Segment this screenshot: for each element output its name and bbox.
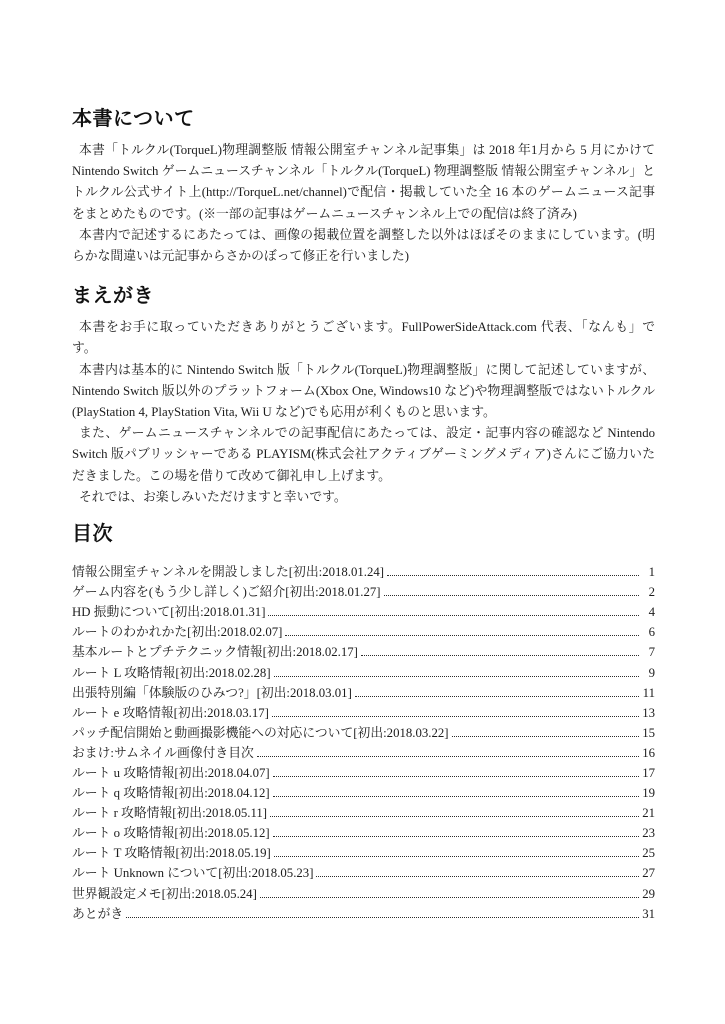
toc-entry xyxy=(72,783,655,803)
dot-leader xyxy=(452,736,639,737)
toc-entry xyxy=(72,904,655,924)
section-title-about: 本書について xyxy=(72,108,195,130)
toc-entry-page: 9 xyxy=(648,665,655,680)
toc-entry-label: ルート e 攻略情報[初出:2018.03.17] xyxy=(72,705,269,720)
toc-entry xyxy=(72,863,655,883)
toc-entry-page: 11 xyxy=(642,685,655,700)
toc-entry-label: ルート T 攻略情報[初出:2018.05.19] xyxy=(72,846,271,861)
paragraph: 本書内は基本的に Nintendo Switch 版「トルクル(TorqueL)物理調整版」に関して記述していますが、Nintendo Switch 版以外のプラットフォーム(Xbox One, Windows10 など)や物理調整版ではないトルクル(PlayStation 4, PlayStation Vita, Wii U など)でも応用が利くものと思います。 xyxy=(72,362,655,420)
toc-list xyxy=(72,562,655,924)
dot-leader xyxy=(257,756,639,757)
dot-leader xyxy=(361,655,639,656)
toc-entry-label: パッチ配信開始と動画撮影機能への対応について[初出:2018.03.22] xyxy=(72,725,449,740)
toc-entry xyxy=(72,803,655,823)
toc-entry xyxy=(72,663,655,683)
toc-entry-label: ルート u 攻略情報[初出:2018.04.07] xyxy=(72,765,270,780)
toc-entry-page: 4 xyxy=(648,605,655,620)
dot-leader xyxy=(316,876,639,877)
toc-entry xyxy=(72,602,655,622)
dot-leader xyxy=(273,796,639,797)
toc-entry-label: ルート r 攻略情報[初出:2018.05.11] xyxy=(72,806,268,821)
toc-entry-label: HD 振動について[初出:2018.01.31] xyxy=(72,605,266,620)
toc-entry-page: 13 xyxy=(642,705,655,720)
toc-entry-page: 2 xyxy=(648,585,655,600)
toc-entry xyxy=(72,622,655,642)
toc-entry xyxy=(72,683,655,703)
toc-entry xyxy=(72,823,655,843)
toc-entry-label: ルート Unknown について[初出:2018.05.23] xyxy=(72,866,314,881)
toc-entry-page: 16 xyxy=(642,745,655,760)
toc-entry-page: 27 xyxy=(642,866,655,881)
toc-entry-label: 情報公開室チャンネルを開設しました[初出:2018.01.24] xyxy=(72,565,385,580)
dot-leader xyxy=(274,676,639,677)
paragraph: それでは、お楽しみいただけますと幸いです。 xyxy=(79,489,347,504)
toc-entry-page: 23 xyxy=(642,826,655,841)
section-title-toc: 目次 xyxy=(72,523,113,546)
dot-leader xyxy=(285,635,639,636)
toc-entry-label: ゲーム内容を(もう少し詳しく)ご紹介[初出:2018.01.27] xyxy=(72,585,381,600)
about-section-body xyxy=(72,140,655,267)
dot-leader xyxy=(384,595,639,596)
paragraph: また、ゲームニュースチャンネルでの記事配信にあたっては、設定・記事内容の確認など Nintendo Switch 版パブリッシャーである PLAYISM(株式会社アクティブゲーミングメディア)さんにご協力いただきました。この場を借りて改めて御礼申し上げます。 xyxy=(72,426,655,483)
dot-leader xyxy=(126,917,639,918)
toc-entry xyxy=(72,884,655,904)
toc-entry-label: ルートのわかれかた[初出:2018.02.07] xyxy=(72,625,283,640)
toc-entry-page: 29 xyxy=(642,886,655,901)
dot-leader xyxy=(387,575,639,576)
dot-leader xyxy=(273,836,639,837)
toc-entry-page: 31 xyxy=(642,906,655,921)
toc-entry xyxy=(72,703,655,723)
dot-leader xyxy=(270,816,639,817)
dot-leader xyxy=(268,615,639,616)
toc-entry xyxy=(72,642,655,662)
toc-entry-page: 6 xyxy=(648,625,655,640)
toc-entry xyxy=(72,562,655,582)
toc-entry xyxy=(72,843,655,863)
preface-section-body xyxy=(72,317,655,508)
dot-leader xyxy=(260,897,639,898)
toc-entry-label: おまけ:サムネイル画像付き目次 xyxy=(72,745,254,760)
toc-entry-label: 出張特別編「体験版のひみつ?」[初出:2018.03.01] xyxy=(72,685,352,700)
toc-entry-page: 25 xyxy=(642,846,655,861)
toc-entry-label: ルート L 攻略情報[初出:2018.02.28] xyxy=(72,665,271,680)
dot-leader xyxy=(272,716,639,717)
paragraph: 本書内で記述するにあたっては、画像の掲載位置を調整した以外はほぼそのままにしています。(明らかな間違いは元記事からさかのぼって修正を行いました) xyxy=(72,227,655,264)
toc-entry-page: 19 xyxy=(642,786,655,801)
dot-leader xyxy=(273,776,639,777)
toc-entry-page: 17 xyxy=(642,765,655,780)
toc-entry xyxy=(72,763,655,783)
toc-entry xyxy=(72,582,655,602)
toc-entry-page: 21 xyxy=(642,806,655,821)
section-title-preface: まえがき xyxy=(72,285,154,308)
toc-entry-label: ルート q 攻略情報[初出:2018.04.12] xyxy=(72,786,270,801)
paragraph: 本書「トルクル(TorqueL)物理調整版 情報公開室チャンネル記事集」は 2018 年1月から 5 月にかけて Nintendo Switch ゲームニュースチャンネル「トルクル(TorqueL) 物理調整版 情報公開室チャンネル」とトルクル公式サイト上(http://TorqueL.net/channel)で配信・掲載していた全 16 本のゲームニュース記事をまとめたものです。(※一部の記事はゲームニュースチャンネル上での配信は終了済み) xyxy=(72,143,655,221)
paragraph: 本書をお手に取っていただきありがとうございます。FullPowerSideAttack.com 代表、「なんも」です。 xyxy=(72,320,655,356)
toc-entry-page: 7 xyxy=(648,645,655,660)
dot-leader xyxy=(355,696,639,697)
toc-entry-label: 世界観設定メモ[初出:2018.05.24] xyxy=(72,886,257,901)
toc-entry-label: あとがき xyxy=(72,906,124,921)
toc-entry xyxy=(72,743,655,763)
toc-entry xyxy=(72,723,655,743)
toc-entry-page: 15 xyxy=(642,725,655,740)
toc-entry-page: 1 xyxy=(648,565,655,580)
dot-leader xyxy=(274,856,639,857)
toc-entry-label: 基本ルートとプチテクニック情報[初出:2018.02.17] xyxy=(72,645,358,660)
toc-entry-label: ルート o 攻略情報[初出:2018.05.12] xyxy=(72,826,270,841)
